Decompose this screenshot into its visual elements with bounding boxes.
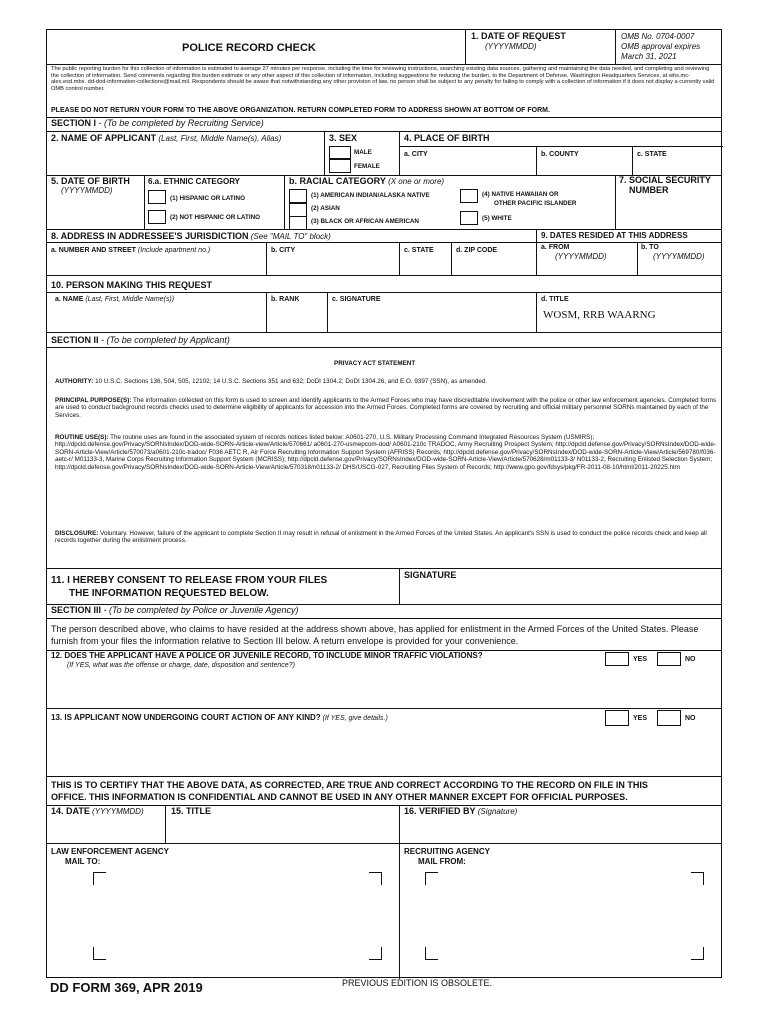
mail-from-corner-bottom-left bbox=[425, 947, 438, 960]
divider bbox=[144, 175, 145, 229]
mail-to-corner-top-left bbox=[93, 872, 106, 885]
rule bbox=[47, 618, 721, 619]
rule bbox=[47, 131, 721, 132]
rule bbox=[47, 776, 721, 777]
race-native-hawaiian-checkbox[interactable] bbox=[460, 189, 478, 203]
obsolete-notice: PREVIOUS EDITION IS OBSOLETE. bbox=[342, 978, 493, 988]
divider bbox=[266, 242, 267, 275]
applicant-name-field[interactable]: 2. NAME OF APPLICANT (Last, First, Middle Name(s), Alias) bbox=[51, 133, 282, 143]
divider bbox=[327, 292, 328, 332]
person-name-field[interactable]: a. NAME (Last, First, Middle Name(s)) bbox=[55, 296, 175, 303]
applicant-signature-field[interactable]: SIGNATURE bbox=[404, 570, 457, 580]
race-white-checkbox[interactable] bbox=[460, 211, 478, 225]
race-asian-label: (2) ASIAN bbox=[311, 205, 340, 212]
disclosure-paragraph: DISCLOSURE: Voluntary. However, failure of the applicant to complete Section II may result in refusal of enlistment in the Armed Forces of the United States. An applicant's SSN is used to conduct the police records check and keep all records together during the enlistment process. bbox=[55, 530, 707, 545]
q12-no-checkbox[interactable] bbox=[657, 652, 681, 666]
privacy-act-heading: PRIVACY ACT STATEMENT bbox=[334, 360, 416, 367]
title-value[interactable]: WOSM, RRB WAARNG bbox=[543, 309, 656, 321]
omb-number: OMB No. 0704-0007 bbox=[621, 32, 695, 41]
male-label: MALE bbox=[354, 149, 372, 156]
omb-date: March 31, 2021 bbox=[621, 52, 677, 61]
race-asian-checkbox[interactable] bbox=[289, 203, 307, 217]
q13-no-checkbox[interactable] bbox=[657, 710, 681, 726]
birth-city-field[interactable]: a. CITY bbox=[404, 151, 428, 158]
section-3-heading: SECTION III - (To be completed by Police or Juvenile Agency) bbox=[51, 605, 299, 615]
date-of-birth-label: 5. DATE OF BIRTH bbox=[51, 176, 130, 186]
divider bbox=[399, 568, 400, 604]
dob-format-hint: (YYYYMMDD) bbox=[61, 186, 113, 195]
title-label: d. TITLE bbox=[541, 296, 569, 303]
race-black-checkbox[interactable] bbox=[289, 216, 307, 230]
date-format-hint: (YYYYMMDD) bbox=[485, 42, 537, 51]
mail-from-corner-top-left bbox=[425, 872, 438, 885]
divider bbox=[284, 175, 285, 229]
divider bbox=[399, 805, 400, 843]
rule bbox=[47, 805, 721, 806]
divider bbox=[536, 146, 537, 175]
birth-county-field[interactable]: b. COUNTY bbox=[541, 151, 579, 158]
certification-line-1: THIS IS TO CERTIFY THAT THE ABOVE DATA, AS CORRECTED, ARE TRUE AND CORRECT ACCORDING TO THE RECORD ON FILE IN THIS bbox=[51, 780, 648, 790]
section-3-intro: The person described above, who claims to have resided at the address shown above, has applied for enlistment in the Armed Forces of the United States. Please furnish from your files the information relative to Section III below. A return envelope is provided for your convenience. bbox=[51, 624, 699, 646]
requester-signature-field[interactable]: c. SIGNATURE bbox=[332, 296, 381, 303]
ssn-label: 7. SOCIAL SECURITY bbox=[619, 175, 711, 185]
mail-from-label: MAIL FROM: bbox=[418, 857, 466, 866]
title-field[interactable]: 15. TITLE bbox=[171, 806, 212, 816]
police-record-check-form bbox=[46, 29, 722, 978]
burden-warning: PLEASE DO NOT RETURN YOUR FORM TO THE ABOVE ORGANIZATION. RETURN COMPLETED FORM TO ADDRESS SHOWN AT BOTTOM OF FORM. bbox=[51, 107, 550, 114]
routine-use-paragraph: ROUTINE USE(S): The routine uses are found in the associated system of records notices listed below: A0601-270, U.S. Military Processing Command Integrated Resources System (USMIRS); http://dpcld.defense.gov/Privacy/SORNsIndex/DOD-wide-SORN-Article-view/Article/570661/ a0601-270-usmepcom-dod/ A0601-210c TRADOC, Army Recruiting Prospect System; http://dpcld.defense.gov/Privacy/SORNsIndex/DOD-wide-SORN-Article-View/Article/570073/a0601-210c-tradoc/ F036 AETC R, Air Force Recruiting Information Support System (AFRISS) Records; http://dpcld.defense.gov/Privacy/SORNsIndex/DOD-wide-SORN-Article-View/Article/569780/f036-aetc-r/ M01133-3, Marine Corps Recruiting Information Support System (MCRISS); http://dpcld.defense.gov/Privacy/SORNsIndex/DOD-wide-SORN-Article-View/Article/570628/m01133-3/ N01133-2, Recruiting Enlisted Selection System; http://dpcld.defense.gov/Privacy/SORNsIndex/DOD-wide-SORN-Article-View/Article/570318/n01133-2/ DHS/USCG-027, Recruiting Files System of Records; http://www.gpo.gov/fdsys/pkg/FR-2011-08-10/html/2011-20225.htm bbox=[55, 434, 716, 471]
rule bbox=[399, 146, 723, 147]
authority-paragraph: AUTHORITY: 10 U.S.C. Sections 136, 504, 505, 12102; 14 U.S.C. Sections 351 and 632; DoDI 1304.2; DoDI 1304.26, and E.O. 9397 (SSN), as amended. bbox=[55, 378, 488, 385]
mail-to-corner-bottom-right bbox=[369, 947, 382, 960]
to-date-field[interactable]: b. TO bbox=[641, 244, 659, 251]
q13-label: 13. IS APPLICANT NOW UNDERGOING COURT ACTION OF ANY KIND? (If YES, give details.) bbox=[51, 713, 388, 722]
street-field[interactable]: a. NUMBER AND STREET (Include apartment no.) bbox=[51, 247, 211, 254]
consent-statement-1: 11. I HEREBY CONSENT TO RELEASE FROM YOUR FILES bbox=[51, 575, 328, 586]
divider bbox=[637, 242, 638, 275]
divider bbox=[399, 242, 400, 275]
verified-by-field[interactable]: 16. VERIFIED BY (Signature) bbox=[404, 806, 518, 816]
q12-label: 12. DOES THE APPLICANT HAVE A POLICE OR JUVENILE RECORD, TO INCLUDE MINOR TRAFFIC VIOLATIONS? bbox=[51, 651, 483, 660]
divider bbox=[615, 175, 616, 229]
rule bbox=[47, 242, 721, 243]
hispanic-label: (1) HISPANIC OR LATINO bbox=[170, 195, 245, 202]
rule bbox=[47, 292, 721, 293]
race-native-hawaiian-label: (4) NATIVE HAWAIIAN OR bbox=[482, 191, 559, 198]
person-request-label: 10. PERSON MAKING THIS REQUEST bbox=[51, 280, 213, 290]
dates-resided-label: 9. DATES RESIDED AT THIS ADDRESS bbox=[541, 231, 688, 240]
not-hispanic-checkbox[interactable] bbox=[148, 210, 166, 224]
ethnic-category-label: 6.a. ETHNIC CATEGORY bbox=[148, 177, 241, 186]
sex-label: 3. SEX bbox=[329, 133, 358, 143]
from-date-field[interactable]: a. FROM bbox=[541, 244, 570, 251]
section-1-heading: SECTION I - (To be completed by Recruiting Service) bbox=[51, 118, 264, 128]
place-of-birth-label: 4. PLACE OF BIRTH bbox=[404, 133, 490, 143]
date-of-request-label: 1. DATE OF REQUEST bbox=[471, 31, 566, 41]
racial-category-heading: b. RACIAL CATEGORY (X one or more) bbox=[289, 176, 445, 186]
hispanic-checkbox[interactable] bbox=[148, 190, 166, 204]
q12-yes-label: YES bbox=[633, 656, 648, 663]
form-id: DD FORM 369, APR 2019 bbox=[50, 980, 203, 995]
race-native-hawaiian-label-2: OTHER PACIFIC ISLANDER bbox=[494, 200, 577, 207]
address-city-field[interactable]: b. CITY bbox=[271, 247, 296, 254]
male-checkbox[interactable] bbox=[329, 146, 351, 159]
zip-code-field[interactable]: d. ZIP CODE bbox=[456, 247, 498, 254]
female-label: FEMALE bbox=[354, 163, 380, 170]
consent-statement-2: THE INFORMATION REQUESTED BELOW. bbox=[69, 588, 269, 599]
rule bbox=[47, 64, 721, 65]
race-white-label: (5) WHITE bbox=[482, 215, 512, 222]
burden-notice: The public reporting burden for this collection of information is estimated to average 27 minutes per response, including the time for reviewing instructions, searching existing data sources, gathering and maintaining the data needed, and completing and reviewing the collection of information. Send comments regarding this burden estimate or any other aspect of this collection of information, including suggestions for reducing the burden, to the Department of Defense, Washington Headquarters Services, at whs.mc-alex.esd.mbx. dd-dod-information-collections@mail.mil. Respondents should be aware that notwithstanding any other provision of law, no person shall be subject to any penalty for failing to comply with a collection of information if it does not display a currently valid OMB control number. bbox=[51, 66, 715, 93]
divider bbox=[165, 805, 166, 843]
divider bbox=[266, 292, 267, 332]
not-hispanic-label: (2) NOT HISPANIC OR LATINO bbox=[170, 214, 261, 221]
q12-yes-checkbox[interactable] bbox=[605, 652, 629, 666]
recruiting-agency-label: RECRUITING AGENCY bbox=[404, 847, 490, 856]
rank-field[interactable]: b. RANK bbox=[271, 296, 300, 303]
female-checkbox[interactable] bbox=[329, 159, 351, 173]
race-american-indian-label: (1) AMERICAN INDIAN/ALASKA NATIVE bbox=[311, 192, 430, 199]
divider bbox=[324, 131, 325, 175]
omb-expires: OMB approval expires bbox=[621, 42, 701, 51]
divider bbox=[399, 843, 400, 979]
date-field[interactable]: 14. DATE (YYYYMMDD) bbox=[51, 806, 144, 816]
purpose-paragraph: PRINCIPAL PURPOSE(S): The information collected on this form is used to screen and identify applicants to the Armed Forces who may have discreditable involvement with the police or other law enforcement agencies. Completed forms are used to conduct background records checks used to determine eligibility of applicants for accession into the Armed Forces. Completed forms are covered by recruiting and official military personnel SORNs maintained by each of the Services. bbox=[55, 397, 717, 419]
divider bbox=[465, 30, 466, 64]
race-american-indian-checkbox[interactable] bbox=[289, 189, 307, 203]
divider bbox=[399, 131, 400, 175]
mail-to-corner-top-right bbox=[369, 872, 382, 885]
rule bbox=[47, 332, 721, 333]
mail-from-corner-bottom-right bbox=[691, 947, 704, 960]
form-title: POLICE RECORD CHECK bbox=[182, 42, 316, 54]
race-black-label: (3) BLACK OR AFRICAN AMERICAN bbox=[311, 218, 419, 225]
divider bbox=[615, 30, 616, 64]
section-2-heading: SECTION II - (To be completed by Applicant) bbox=[51, 335, 230, 345]
certification-line-2: OFFICE. THIS INFORMATION IS CONFIDENTIAL AND CANNOT BE USED IN ANY OTHER MANNER EXCEPT FOR OFFICIAL PURPOSES. bbox=[51, 792, 628, 802]
q12-hint: (If YES, what was the offense or charge, date, disposition and sentence?) bbox=[67, 662, 295, 669]
rule bbox=[47, 347, 721, 348]
divider bbox=[632, 146, 633, 175]
rule bbox=[47, 708, 721, 709]
mail-from-corner-top-right bbox=[691, 872, 704, 885]
q13-yes-label: YES bbox=[633, 715, 648, 722]
ssn-label-2: NUMBER bbox=[629, 185, 669, 195]
address-state-field[interactable]: c. STATE bbox=[404, 247, 434, 254]
law-enforcement-agency-label: LAW ENFORCEMENT AGENCY bbox=[51, 847, 169, 856]
from-format-hint: (YYYYMMDD) bbox=[555, 252, 607, 261]
divider bbox=[536, 292, 537, 332]
birth-state-field[interactable]: c. STATE bbox=[637, 151, 667, 158]
q12-no-label: NO bbox=[685, 656, 696, 663]
mail-to-corner-bottom-left bbox=[93, 947, 106, 960]
address-heading: 8. ADDRESS IN ADDRESSEE'S JURISDICTION (See "MAIL TO" block) bbox=[51, 231, 331, 241]
rule bbox=[47, 229, 721, 230]
rule bbox=[47, 275, 721, 276]
q13-no-label: NO bbox=[685, 715, 696, 722]
rule bbox=[47, 843, 721, 844]
divider bbox=[451, 242, 452, 275]
mail-to-label: MAIL TO: bbox=[65, 857, 101, 866]
divider bbox=[536, 229, 537, 275]
rule bbox=[47, 568, 721, 569]
to-format-hint: (YYYYMMDD) bbox=[653, 252, 705, 261]
q13-yes-checkbox[interactable] bbox=[605, 710, 629, 726]
